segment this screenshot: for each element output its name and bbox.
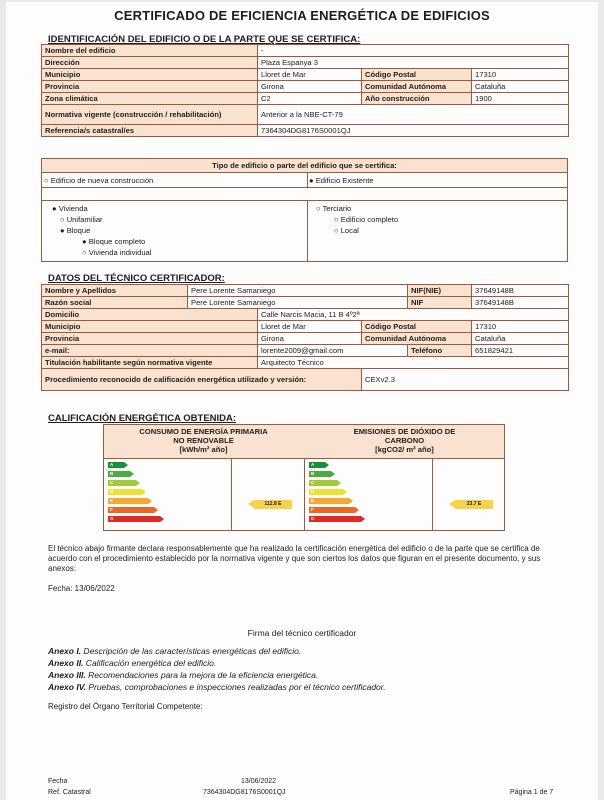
label: Titulación habilitante según normativa vigente bbox=[42, 357, 258, 369]
label: Municipio bbox=[42, 321, 258, 333]
label: Código Postal bbox=[362, 321, 472, 333]
energy-class-bar-g: G bbox=[108, 516, 160, 522]
footer-page: Página 1 de 7 bbox=[510, 789, 554, 796]
radio-bloque[interactable]: ● Bloque bbox=[60, 226, 91, 235]
radio-local[interactable]: ○ Local bbox=[334, 226, 359, 235]
registro-text: Registro del Órgano Territorial Competente: bbox=[48, 702, 203, 711]
value: Lloret de Mar bbox=[258, 69, 362, 81]
emisiones-title-text: EMISIONES DE DIÓXIDO DE CARBONO bbox=[353, 427, 456, 445]
anexo-text: Pruebas, comprobaciones e inspecciones realizadas por el técnico certificador. bbox=[85, 682, 386, 692]
energy-class-bar-c: C bbox=[309, 480, 337, 486]
label: Procedimiento reconocido de calificación energética utilizado y versión: bbox=[42, 369, 362, 391]
firma-label: Firma del técnico certificador bbox=[247, 628, 357, 638]
value: 37649148B bbox=[472, 285, 569, 297]
label: Provincia bbox=[42, 333, 258, 345]
label: Referencia/s catastral/es bbox=[42, 125, 258, 137]
energy-class-bar-f: F bbox=[309, 507, 355, 513]
label: Vivienda individual bbox=[88, 248, 152, 257]
value: Arquitecto Técnico bbox=[258, 357, 569, 369]
tecnico-table bbox=[41, 284, 569, 391]
anexo-text: Recomendaciones para la mejora de la eficiencia energética. bbox=[85, 670, 319, 680]
label: Municipio bbox=[42, 69, 258, 81]
consumo-title bbox=[104, 427, 303, 454]
value: 1900 bbox=[472, 93, 569, 105]
energy-class-bar-d: D bbox=[108, 489, 142, 495]
value: Calle Narcis Macia, 11 B 4º2ª bbox=[258, 309, 569, 321]
label: Edificio de nueva construcción bbox=[50, 176, 154, 185]
value: Girona bbox=[258, 333, 362, 345]
radio-edificio-existente[interactable]: ● Edificio Existente bbox=[309, 176, 374, 185]
footer-fecha-label: Fecha bbox=[48, 778, 68, 785]
value: Girona bbox=[258, 81, 362, 93]
footer-fecha-value: 13/06/2022 bbox=[241, 778, 277, 785]
energy-class-bar-c: C bbox=[108, 480, 136, 486]
tipo-edificio-box bbox=[41, 158, 568, 262]
anexo-text: Descripción de las características energéticas del edificio. bbox=[81, 646, 302, 656]
label: Bloque completo bbox=[88, 237, 146, 246]
label: Provincia bbox=[42, 81, 258, 93]
document-title: CERTIFICADO DE EFICIENCIA ENERGÉTICA DE EDIFICIOS bbox=[114, 8, 490, 23]
declaracion-text: El técnico abajo firmante declara responsablemente que ha realizado la certificación energética del edificio o de la parte que se certifica de acuerdo con el procedimiento establecido por la normativa vigente y que son ciertos los datos que figuran en el presente documento, y sus anexos: bbox=[48, 544, 541, 573]
emisiones-rating-indicator: 23.7 E bbox=[455, 500, 493, 509]
energy-class-bar-b: B bbox=[108, 471, 130, 477]
label: Razón social bbox=[42, 297, 188, 309]
value: 7364304DG8176S0001QJ bbox=[258, 125, 569, 137]
label: NIF(NIE) bbox=[408, 285, 472, 297]
label: Edificio Existente bbox=[315, 176, 374, 185]
value: lorente2009@gmail.com bbox=[258, 345, 408, 357]
footer-ref-value: 7364304DG8176S0001QJ bbox=[203, 789, 286, 796]
anexo-1 bbox=[48, 646, 301, 656]
label: Edificio completo bbox=[340, 215, 399, 224]
anexo-key: Anexo I. bbox=[48, 646, 82, 656]
value: C2 bbox=[258, 93, 362, 105]
label: Normativa vigente (construcción / rehabilitación) bbox=[42, 105, 258, 125]
section-heading-tecnico: DATOS DEL TÉCNICO CERTIFICADOR: bbox=[48, 273, 225, 284]
radio-bloque-completo[interactable]: ● Bloque completo bbox=[82, 237, 146, 246]
emisiones-unit: [kgCO2/ m² año] bbox=[375, 445, 434, 454]
label: Vivienda bbox=[58, 204, 88, 213]
anexo-key: Anexo III. bbox=[48, 670, 86, 680]
identificacion-table bbox=[41, 44, 569, 137]
energy-class-bar-a: A bbox=[108, 462, 124, 468]
radio-terciario[interactable]: ○ Terciario bbox=[316, 204, 352, 213]
value: 17310 bbox=[472, 69, 569, 81]
value: 37649148B bbox=[472, 297, 569, 309]
anexo-2 bbox=[48, 658, 216, 668]
label: Comunidad Autónoma bbox=[362, 81, 472, 93]
value: 17310 bbox=[472, 321, 569, 333]
emisiones-title bbox=[305, 427, 504, 454]
value: Cataluña bbox=[472, 333, 569, 345]
energy-class-bar-b: B bbox=[309, 471, 331, 477]
label: Código Postal bbox=[362, 69, 472, 81]
energy-class-bar-e: E bbox=[309, 498, 349, 504]
consumo-unit: [kWh/m² año] bbox=[179, 445, 228, 454]
label: Teléfono bbox=[408, 345, 472, 357]
label: Nombre del edificio bbox=[42, 45, 258, 57]
label: Local bbox=[340, 226, 359, 235]
radio-vivienda-individual[interactable]: ○ Vivienda individual bbox=[82, 248, 152, 257]
label: NIF bbox=[408, 297, 472, 309]
label: Bloque bbox=[66, 226, 91, 235]
value: Pere Lorente Samaniego bbox=[188, 297, 408, 309]
label: Domicilio bbox=[42, 309, 258, 321]
radio-unifamiliar[interactable]: ○ Unifamiliar bbox=[60, 215, 103, 224]
anexo-text: Calificación energética del edificio. bbox=[83, 658, 217, 668]
value: 651829421 bbox=[472, 345, 569, 357]
label: Terciario bbox=[322, 204, 352, 213]
fecha-text: Fecha: 13/06/2022 bbox=[48, 584, 115, 593]
value: CEXv2.3 bbox=[362, 369, 569, 391]
label: Comunidad Autónoma bbox=[362, 333, 472, 345]
label: Unifamiliar bbox=[66, 215, 103, 224]
energy-class-bar-f: F bbox=[108, 507, 154, 513]
consumo-title-text: CONSUMO DE ENERGÍA PRIMARIA NO RENOVABLE bbox=[139, 427, 268, 445]
section-heading-identificacion: IDENTIFICACIÓN DEL EDIFICIO O DE LA PARTE QUE SE CERTIFICA: bbox=[48, 34, 361, 45]
anexo-key: Anexo IV. bbox=[48, 682, 86, 692]
energy-class-bar-d: D bbox=[309, 489, 343, 495]
anexo-4 bbox=[48, 682, 386, 692]
label: Dirección bbox=[42, 57, 258, 69]
anexo-3 bbox=[48, 670, 318, 680]
tipo-heading: Tipo de edificio o parte del edificio que se certifica: bbox=[42, 159, 567, 173]
value: Lloret de Mar bbox=[258, 321, 362, 333]
value: - bbox=[258, 45, 569, 57]
value: Cataluña bbox=[472, 81, 569, 93]
footer-ref-label: Ref. Catastral bbox=[48, 789, 91, 796]
value: Pere Lorente Samaniego bbox=[188, 285, 408, 297]
label: Nombre y Apellidos bbox=[42, 285, 188, 297]
radio-edificio-completo[interactable]: ○ Edificio completo bbox=[334, 215, 399, 224]
consumo-rating-indicator: 112.8 E bbox=[254, 500, 292, 509]
label: e-mail: bbox=[42, 345, 258, 357]
label: Año construcción bbox=[362, 93, 472, 105]
value: Anterior a la NBE-CT-79 bbox=[258, 105, 569, 125]
label: Zona climática bbox=[42, 93, 258, 105]
radio-vivienda[interactable]: ● Vivienda bbox=[52, 204, 88, 213]
radio-nueva-construccion[interactable]: ○ Edificio de nueva construcción bbox=[44, 176, 154, 185]
energy-class-bar-a: A bbox=[309, 462, 325, 468]
energy-class-bar-g: G bbox=[309, 516, 361, 522]
value: Plaza Espanya 3 bbox=[258, 57, 569, 69]
energy-class-bar-e: E bbox=[108, 498, 148, 504]
anexo-key: Anexo II. bbox=[48, 658, 84, 668]
section-heading-calificacion: CALIFICACIÓN ENERGÉTICA OBTENIDA: bbox=[48, 413, 237, 424]
